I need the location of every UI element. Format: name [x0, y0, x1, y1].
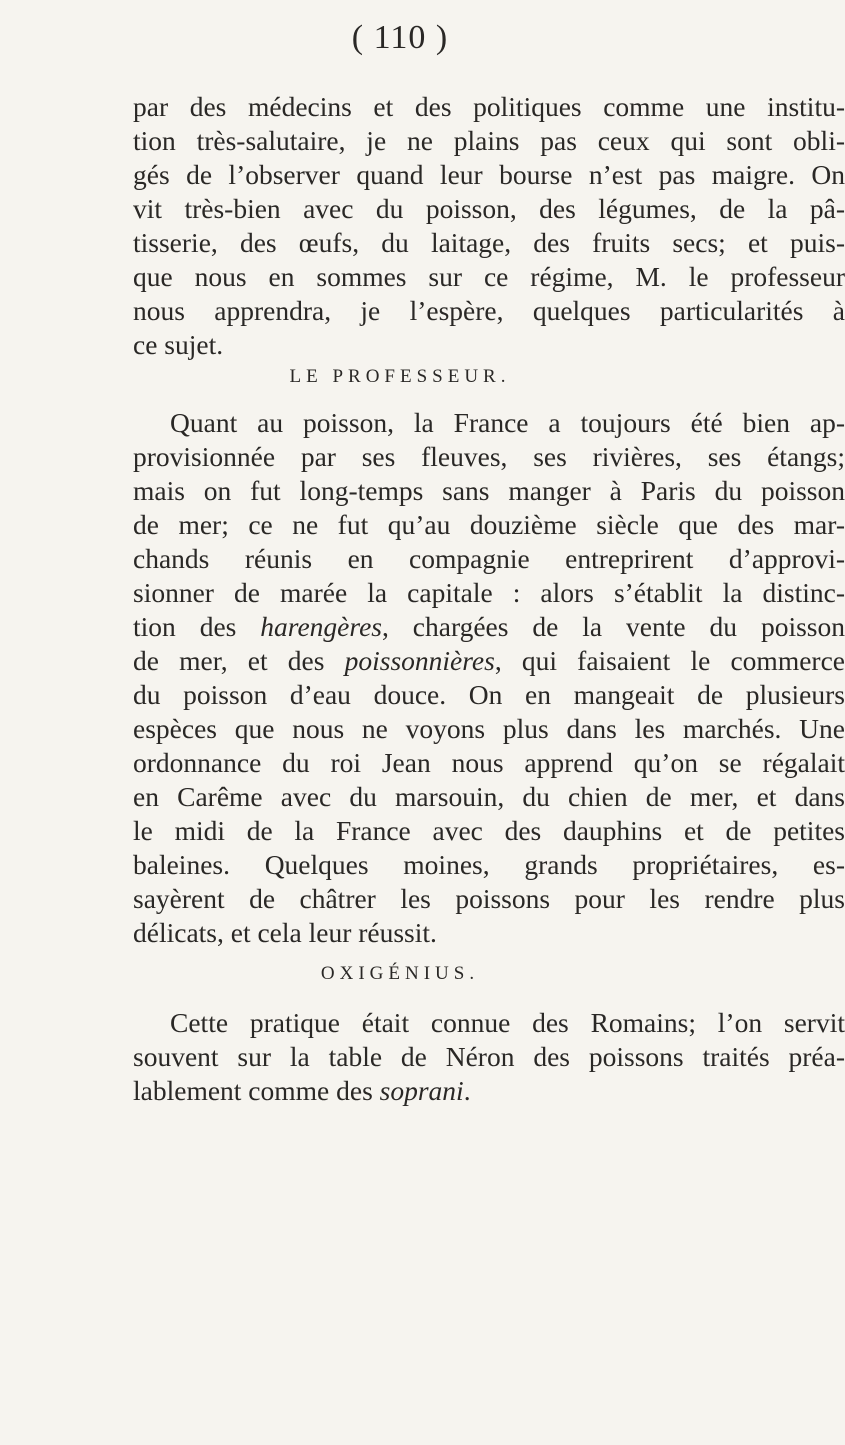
- text-line: tion très-salutaire, je ne plains pas ceux qui sont obli-: [133, 125, 845, 156]
- text-run: , qui faisaient le commerce: [494, 645, 845, 676]
- text-line: ce sujet.: [133, 329, 224, 360]
- text-line: espèces que nous ne voyons plus dans les marchés. Une: [133, 713, 845, 744]
- text-run: tion des: [133, 611, 261, 642]
- text-line: que nous en sommes sur ce régime, M. le professeur: [133, 261, 845, 292]
- text-line: Cette pratique était connue des Romains; l’on servit: [170, 1007, 845, 1038]
- text-line: [133, 610, 845, 644]
- text-line: mais on fut long-temps sans manger à Paris du poisson: [133, 475, 845, 506]
- text-run: , chargées de la vente du poisson: [381, 611, 845, 642]
- speaker-heading: OXIGÉNIUS.: [320, 963, 480, 984]
- text-line: le midi de la France avec des dauphins et de petites: [133, 815, 845, 846]
- text-line: provisionnée par ses fleuves, ses rivières, ses étangs;: [133, 441, 845, 472]
- page-number: ( 110 ): [351, 19, 449, 56]
- text-line: par des médecins et des politiques comme une institu-: [133, 91, 845, 122]
- italic-term: soprani: [379, 1075, 464, 1106]
- text-line: nous apprendra, je l’espère, quelques particularités à: [133, 295, 845, 326]
- text-line: gés de l’observer quand leur bourse n’est pas maigre. On: [133, 159, 845, 190]
- text-line: [133, 1074, 845, 1108]
- text-run: .: [463, 1075, 471, 1106]
- text-line: Quant au poisson, la France a toujours été bien ap-: [170, 407, 845, 438]
- text-line: ordonnance du roi Jean nous apprend qu’on se régalait: [133, 747, 845, 778]
- text-line: du poisson d’eau douce. On en mangeait de plusieurs: [133, 679, 845, 710]
- text-line: tisserie, des œufs, du laitage, des fruits secs; et puis-: [133, 227, 845, 258]
- text-line: chands réunis en compagnie entreprirent d’approvi-: [133, 543, 845, 574]
- italic-term: harengères: [260, 611, 382, 642]
- text-run: lablement comme des: [133, 1075, 380, 1106]
- text-line: [133, 644, 845, 678]
- text-line: de mer; ce ne fut qu’au douzième siècle que des mar-: [133, 509, 845, 540]
- text-line: baleines. Quelques moines, grands propriétaires, es-: [133, 849, 845, 880]
- speaker-heading: LE PROFESSEUR.: [289, 366, 511, 387]
- text-line: en Carême avec du marsouin, du chien de mer, et dans: [133, 781, 845, 812]
- text-line: sayèrent de châtrer les poissons pour les rendre plus: [133, 883, 845, 914]
- text-line: souvent sur la table de Néron des poissons traités préa-: [133, 1041, 845, 1072]
- text-line: délicats, et cela leur réussit.: [133, 917, 437, 948]
- text-line: vit très-bien avec du poisson, des légumes, de la pâ-: [133, 193, 845, 224]
- text-run: de mer, et des: [133, 645, 345, 676]
- text-line: sionner de marée la capitale : alors s’établit la distinc-: [133, 577, 845, 608]
- italic-term: poissonnières: [344, 645, 495, 676]
